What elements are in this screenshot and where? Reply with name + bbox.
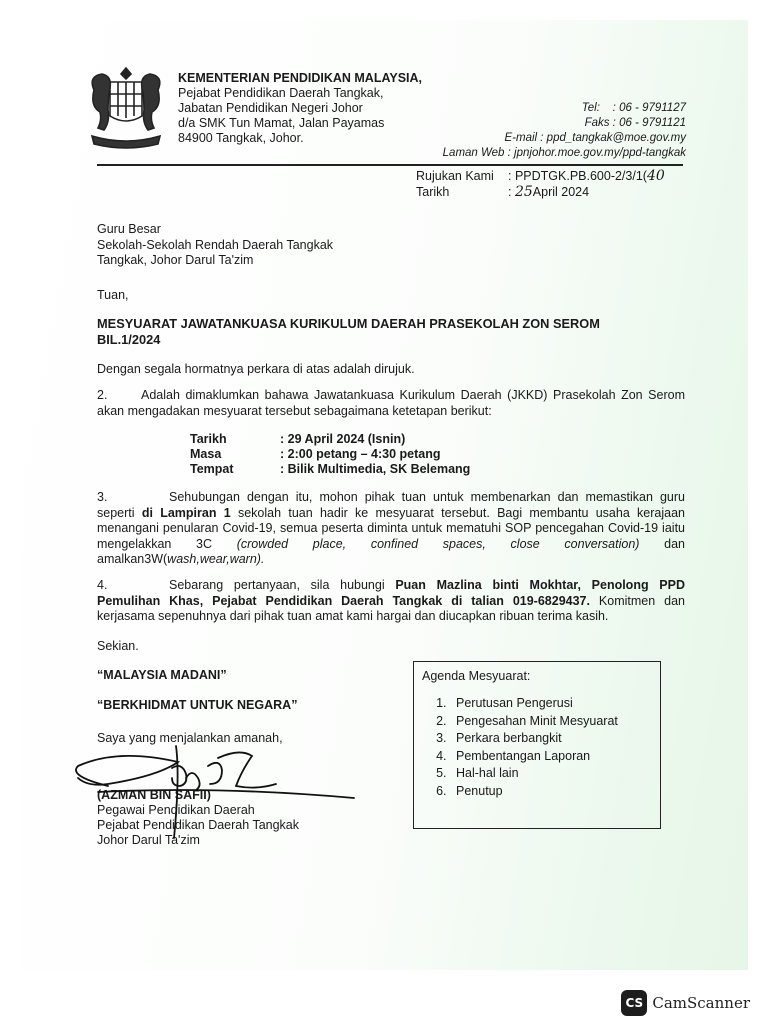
header-divider <box>97 164 683 166</box>
date-separator: : <box>508 185 515 199</box>
signer-title: Pegawai Pendidikan Daerah <box>97 803 255 817</box>
sender-address-line: 84900 Tangkak, Johor. <box>178 131 304 145</box>
recipient-address <box>97 222 333 269</box>
agenda-item: 3. Perkara berbangkit <box>450 730 618 748</box>
paragraph-text: Komitmen dan kerjasama sepenuhnya dari pihak tuan amat kami hargai dan diucapkan ribuan terima kasih. <box>97 593 685 623</box>
website: Laman Web : jpnjohor.moe.gov.my/ppd-tangkak <box>442 147 686 159</box>
paragraph-number: 4. <box>97 578 108 592</box>
agenda-box <box>413 661 661 829</box>
date-handwritten-day: 25 <box>514 184 533 200</box>
email: E-mail : ppd_tangkak@moe.gov.my <box>504 132 686 144</box>
agenda-item: 1. Perutusan Pengerusi <box>450 695 618 713</box>
subject-line: BIL.1/2024 <box>97 332 161 347</box>
paragraph-2 <box>97 388 685 419</box>
sender-address-line: d/a SMK Tun Mamat, Jalan Payamas <box>178 116 385 130</box>
letterhead-sender <box>178 71 422 146</box>
paragraph-text: dan amalkan3W( <box>97 536 685 566</box>
paragraph-3 <box>97 490 685 568</box>
meeting-schedule <box>190 432 470 477</box>
schedule-label: Masa <box>190 447 222 461</box>
sign-off: Saya yang menjalankan amanah, <box>97 731 283 745</box>
agenda-item: 4. Pembentangan Laporan <box>450 748 618 766</box>
ministry-name: KEMENTERIAN PENDIDIKAN MALAYSIA, <box>178 71 423 85</box>
fax: Faks : 06 - 9791121 <box>584 117 686 129</box>
sender-address-line: Pejabat Pendidikan Daerah Tangkak, <box>178 86 384 100</box>
recipient-line: Guru Besar <box>97 222 161 236</box>
paragraph-italic: wash,wear,warn). <box>167 552 265 566</box>
paragraph-4 <box>97 578 685 625</box>
camscanner-logo-icon: CS <box>621 990 647 1016</box>
signer-office: Pejabat Pendidikan Daerah Tangkak <box>97 818 299 832</box>
agenda-item: 6. Penutup <box>450 783 618 801</box>
signer-state: Johor Darul Ta'zim <box>97 833 200 847</box>
closing: Sekian. <box>97 639 139 653</box>
telephone: Tel: : 06 - 9791127 <box>581 102 686 114</box>
date-month-year: April 2024 <box>532 185 590 199</box>
handwritten-signature <box>68 728 368 848</box>
schedule-value: : 29 April 2024 (Isnin) <box>280 432 406 446</box>
sender-address-line: Jabatan Pendidikan Negeri Johor <box>178 101 363 115</box>
subject-line: MESYUARAT JAWATANKUASA KURIKULUM DAERAH PRASEKOLAH ZON SEROM <box>97 316 600 331</box>
signer-name: (AZMAN BIN SAFII) <box>97 788 211 802</box>
paragraph-bold: di Lampiran 1 <box>141 505 231 520</box>
paragraph-number: 3. <box>97 490 108 504</box>
paragraph-number: 2. <box>97 388 108 402</box>
intro-paragraph: Dengan segala hormatnya perkara di atas adalah dirujuk. <box>97 362 415 376</box>
schedule-label: Tempat <box>190 462 234 476</box>
agenda-list <box>426 695 618 800</box>
camscanner-text: CamScanner <box>652 994 750 1012</box>
agenda-title: Agenda Mesyuarat: <box>422 669 531 683</box>
agenda-item: 2. Pengesahan Minit Mesyuarat <box>450 713 618 731</box>
malaysia-coat-of-arms-icon <box>80 60 172 152</box>
schedule-value: : 2:00 petang – 4:30 petang <box>280 447 441 461</box>
motto-berkhidmat: “BERKHIDMAT UNTUK NEGARA” <box>97 698 298 712</box>
recipient-line: Tangkak, Johor Darul Ta'zim <box>97 253 254 267</box>
paragraph-text: Adalah dimaklumkan bahawa Jawatankuasa Kurikulum Daerah (JKKD) Prasekolah Zon Serom akan mengadakan mesyuarat tersebut sebagaimana ketetapan berikut: <box>97 388 685 418</box>
salutation: Tuan, <box>97 288 129 302</box>
letterhead-contacts <box>443 101 686 161</box>
motto-madani: “MALAYSIA MADANI” <box>97 668 227 682</box>
reference-number: : PPDTGK.PB.600-2/3/1( <box>508 169 647 183</box>
reference-label: Rujukan Kami <box>416 169 494 183</box>
reference-block <box>416 168 665 200</box>
schedule-value: : Bilik Multimedia, SK Belemang <box>280 462 471 476</box>
paragraph-italic: (crowded place, confined spaces, close conversation) <box>236 536 640 551</box>
paragraph-bold: Puan Mazlina binti Mokhtar, Penolong PPD Pemulihan Khas, Pejabat Pendidikan Daerah Tangkak di talian 019-6829437. <box>97 578 685 608</box>
paragraph-text: Sehubungan dengan itu, mohon pihak tuan untuk membenarkan dan memastikan guru seperti <box>97 490 685 520</box>
reference-handwritten: 40 <box>646 168 665 184</box>
recipient-line: Sekolah-Sekolah Rendah Daerah Tangkak <box>97 237 334 252</box>
letter-subject <box>97 316 600 348</box>
camscanner-watermark <box>621 990 750 1016</box>
schedule-label: Tarikh <box>190 432 227 446</box>
paragraph-text: sekolah tuan hadir ke mesyuarat tersebut. Bagi membantu usaha kerajaan menangani penularan Covid-19, semua peserta diminta untuk mematuhi SOP pencegahan Covid-19 iaitu mengelakkan 3C <box>97 505 685 551</box>
date-label: Tarikh <box>416 185 450 199</box>
paragraph-text: Sebarang pertanyaan, sila hubungi <box>169 578 396 592</box>
agenda-item: 5. Hal-hal lain <box>450 765 618 783</box>
